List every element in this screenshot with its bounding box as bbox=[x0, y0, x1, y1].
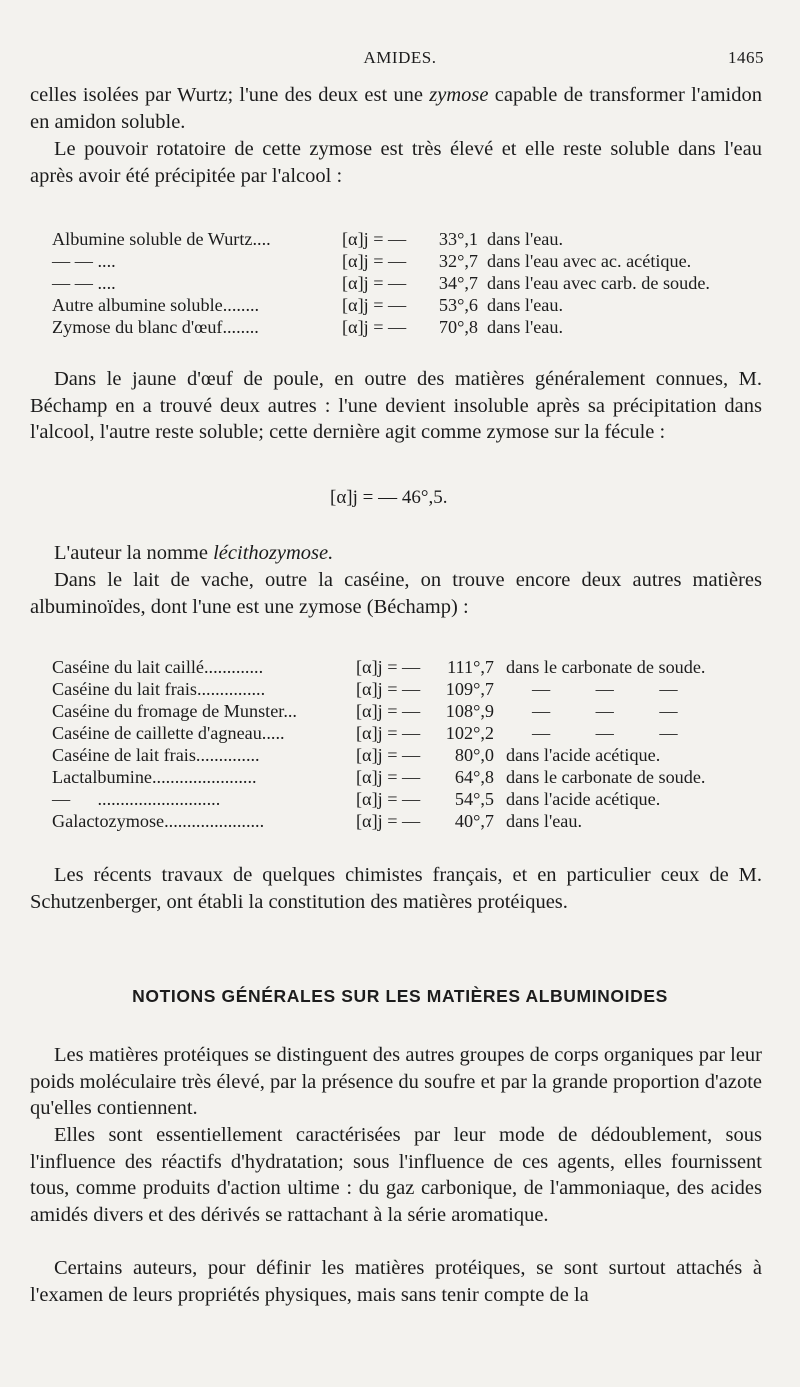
paragraph-text: Le pouvoir rotatoire de cette zymose est très élevé et elle reste soluble dans l'eau après avoir été précipitée par l'alcool : bbox=[30, 138, 762, 187]
rotation-symbol: [α]j = — bbox=[356, 767, 421, 787]
solvent-note: — — — bbox=[532, 679, 678, 699]
paragraph-schutzenberger bbox=[30, 862, 762, 915]
rotation-symbol: [α]j = — bbox=[342, 317, 407, 337]
solvent-note: dans l'eau. bbox=[487, 317, 564, 337]
substance-name: Caséine de caillette d'agneau..... bbox=[52, 723, 285, 743]
rotation-value: 53°,6 bbox=[438, 295, 478, 315]
paragraph-hydration-splitting bbox=[30, 1122, 762, 1228]
rotation-symbol: [α]j = — bbox=[356, 811, 421, 831]
paragraph-text: L'auteur la nomme bbox=[54, 542, 214, 564]
section-heading: NOTIONS GÉNÉRALES SUR LES MATIÈRES ALBUMINOIDES bbox=[132, 986, 668, 1006]
solvent-note: dans l'acide acétique. bbox=[506, 789, 661, 809]
paragraph-rotatory-power bbox=[30, 136, 762, 189]
rotation-symbol: [α]j = — bbox=[342, 295, 407, 315]
rotation-value: 33°,1 bbox=[438, 229, 478, 249]
paragraph-text: Elles sont essentiellement caractérisées par leur mode de dédoublement, sous l'influence des réactifs d'hydratation; sous l'influence de ces agents, elles fournissent tous, comme produits d'action ultime : du gaz carbonique, de l'ammoniaque, des acides amidés divers et des dérivés se rattachant à la série aromatique. bbox=[30, 1124, 762, 1226]
rotation-symbol: [α]j = — bbox=[342, 229, 407, 249]
substance-name: — ........................... bbox=[52, 789, 221, 809]
paragraph-physical-properties bbox=[30, 1255, 762, 1308]
rotation-symbol: [α]j = — bbox=[356, 679, 421, 699]
solvent-note: dans l'eau. bbox=[487, 229, 564, 249]
paragraph-text: Dans le jaune d'œuf de poule, en outre des matières généralement connues, M. Béchamp en a trouvé deux autres : l'une devient insoluble après sa précipitation dans l'alcool, l'autre reste soluble; cette dernière agit comme zymose sur la fécule : bbox=[30, 368, 762, 443]
solvent-note: dans le carbonate de soude. bbox=[506, 657, 706, 677]
rotation-value: 80°,0 bbox=[454, 745, 494, 765]
rotation-symbol: [α]j = — bbox=[356, 789, 421, 809]
rotation-value: 108°,9 bbox=[445, 701, 494, 721]
paragraph-text: Les matières protéiques se distinguent des autres groupes de corps organiques par leur poids moléculaire très élevé, par la présence du soufre et par la grande proportion d'azote qu'elles contiennent. bbox=[30, 1044, 762, 1119]
rotation-value: 109°,7 bbox=[445, 679, 494, 699]
rotation-value: 70°,8 bbox=[438, 317, 478, 337]
page-number: 1465 bbox=[728, 48, 764, 67]
rotation-value: 102°,2 bbox=[445, 723, 494, 743]
paragraph-bechamp-egg-yolk bbox=[30, 366, 762, 446]
solvent-note: dans l'eau. bbox=[487, 295, 564, 315]
paragraph-text: Dans le lait de vache, outre la caséine, on trouve encore deux autres matières albuminoïdes, dont l'une est une zymose (Béchamp) : bbox=[30, 569, 762, 618]
substance-name: Zymose du blanc d'œuf........ bbox=[52, 317, 259, 337]
rotation-symbol: [α]j = — bbox=[356, 745, 421, 765]
paragraph-text: capable de transformer l'amidon en amidon soluble. bbox=[30, 84, 762, 133]
rotation-value: 32°,7 bbox=[438, 251, 478, 271]
emphasis-lecithozymose: lécithozymose. bbox=[213, 542, 334, 564]
solvent-note: dans l'eau. bbox=[506, 811, 583, 831]
solvent-note: dans le carbonate de soude. bbox=[506, 767, 706, 787]
rotation-symbol: [α]j = — bbox=[356, 701, 421, 721]
paragraph-text: Les récents travaux de quelques chimistes français, et en particulier ceux de M. Schutzenberger, ont établi la constitution des matières protéiques. bbox=[30, 864, 762, 913]
substance-name: Autre albumine soluble........ bbox=[52, 295, 260, 315]
substance-name: Caséine du lait frais............... bbox=[52, 679, 266, 699]
rotation-symbol: [α]j = — bbox=[356, 657, 421, 677]
substance-name: — — .... bbox=[52, 251, 116, 271]
rotation-symbol: [α]j = — bbox=[342, 273, 407, 293]
solvent-note: — — — bbox=[532, 701, 678, 721]
paragraph-text: Certains auteurs, pour définir les matières protéiques, se sont surtout attachés à l'examen de leurs propriétés physiques, mais sans tenir compte de la bbox=[30, 1257, 762, 1306]
rotation-value: 64°,8 bbox=[454, 767, 494, 787]
paragraph-protein-distinction bbox=[30, 1042, 762, 1122]
rotation-formula: [α]j = — 46°,5. bbox=[330, 487, 448, 508]
substance-name: Caséine du fromage de Munster... bbox=[52, 701, 297, 721]
rotation-symbol: [α]j = — bbox=[356, 723, 421, 743]
solvent-note: dans l'eau avec ac. acétique. bbox=[487, 251, 692, 271]
rotation-symbol: [α]j = — bbox=[342, 251, 407, 271]
running-head bbox=[0, 48, 800, 72]
substance-name: Albumine soluble de Wurtz.... bbox=[52, 229, 271, 249]
emphasis-zymose: zymose bbox=[429, 84, 489, 106]
running-title: AMIDES. bbox=[363, 48, 437, 67]
paragraph-cow-milk bbox=[30, 567, 762, 620]
rotation-value: 54°,5 bbox=[454, 789, 494, 809]
solvent-note: dans l'acide acétique. bbox=[506, 745, 661, 765]
solvent-note: — — — bbox=[532, 723, 678, 743]
substance-name: Galactozymose...................... bbox=[52, 811, 265, 831]
substance-name: Caséine du lait caillé............. bbox=[52, 657, 264, 677]
paragraph-lecithozymose bbox=[30, 540, 762, 567]
substance-name: — — .... bbox=[52, 273, 116, 293]
substance-name: Lactalbumine....................... bbox=[52, 767, 257, 787]
rotation-value: 111°,7 bbox=[447, 657, 494, 677]
substance-name: Caséine de lait frais.............. bbox=[52, 745, 260, 765]
solvent-note: dans l'eau avec carb. de soude. bbox=[487, 273, 710, 293]
paragraph-wurtz-zymose bbox=[30, 82, 762, 135]
rotation-value: 40°,7 bbox=[454, 811, 494, 831]
rotation-value: 34°,7 bbox=[438, 273, 478, 293]
paragraph-text: celles isolées par Wurtz; l'une des deux est une bbox=[30, 84, 430, 106]
